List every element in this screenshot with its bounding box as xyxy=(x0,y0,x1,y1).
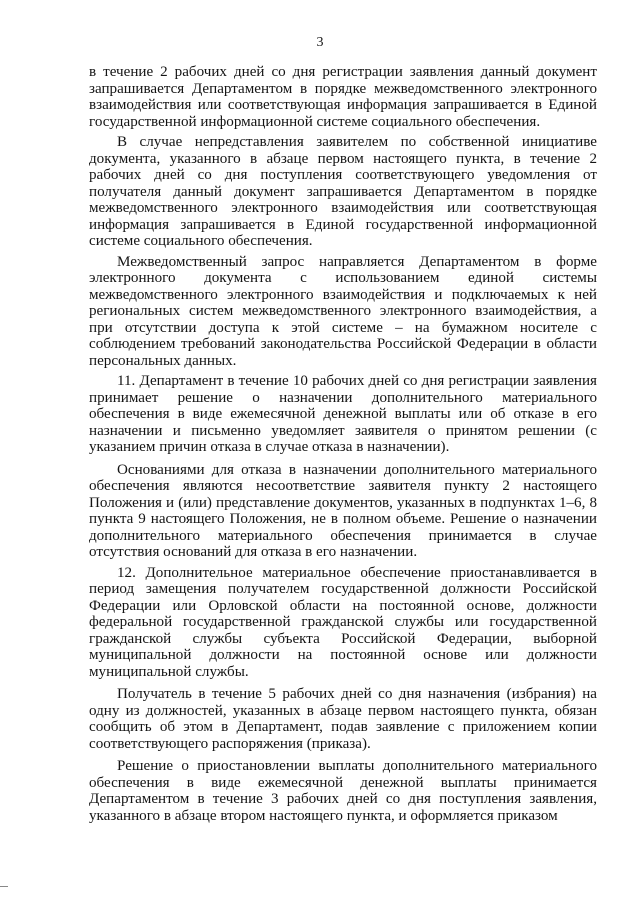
page-number: 3 xyxy=(316,35,324,50)
paragraph-4: 11. Департамент в течение 10 рабочих дней со дня регистрации заявления принимает решение о назначении дополнительного материального обеспечения в виде ежемесячной денежной выплаты или об отказе в его назначении и письменно уведомляет заявителя о принятом решении (с указанием причин отказа в случае отказа в назначении). xyxy=(89,373,597,455)
paragraph-7: Получатель в течение 5 рабочих дней со дня назначения (избрания) на одну из должностей, указанных в абзаце первом настоящего пункта, обязан сообщить об этом в Департамент, подав заявление с приложением копии соответствующего распоряжения (приказа). xyxy=(89,686,597,752)
paragraph-5: Основаниями для отказа в назначении дополнительного материального обеспечения являются несоответствие заявителя пункту 2 настоящего Положения и (или) представление документов, указанных в подпунктах 1–6, 8 пункта 9 настоящего Положения, не в полном объеме. Решение о назначении дополнительного материального обеспечения принимается в случае отсутствия оснований для отказа в его назначении. xyxy=(89,461,597,560)
paragraph-6: 12. Дополнительное материальное обеспечение приостанавливается в период замещения получателем государственной должности Российской Федерации или Орловской области на постоянной основе, должности федеральной государственной гражданской службы или государственной гражданской службы субъекта Российской Федерации, выборной муниципальной должности на постоянной основе или должности муниципальной службы. xyxy=(89,564,597,680)
paragraph-8: Решение о приостановлении выплаты дополнительного материального обеспечения в виде ежемесячной денежной выплаты принимается Департаментом в течение 3 рабочих дней со дня поступления заявления, указанного в абзаце втором настоящего пункта, и оформляется приказом xyxy=(89,758,597,824)
paragraph-3: Межведомственный запрос направляется Департаментом в форме электронного документа с использованием единой системы межведомственного электронного взаимодействия и подключаемых к ней региональных систем межведомственного электронного взаимодействия, а при отсутствии доступа к этой системе – на бумажном носителе с соблюдением требований законодательства Российской Федерации в области персональных данных. xyxy=(89,253,597,369)
paragraph-2: В случае непредставления заявителем по собственной инициативе документа, указанного в абзаце первом настоящего пункта, в течение 2 рабочих дней со дня поступления соответствующего уведомления от получателя данный документ запрашивается Департаментом в порядке межведомственного электронного взаимодействия или соответствующая информация запрашивается в Единой государственной информационной системе социального обеспечения. xyxy=(89,134,597,249)
paragraph-1: в течение 2 рабочих дней со дня регистрации заявления данный документ запрашивается Департаментом в порядке межведомственного электронного взаимодействия или соответствующая информация запрашивается в Единой государственной информационной системе социального обеспечения. xyxy=(89,64,597,130)
scan-edge-mark xyxy=(0,886,8,887)
